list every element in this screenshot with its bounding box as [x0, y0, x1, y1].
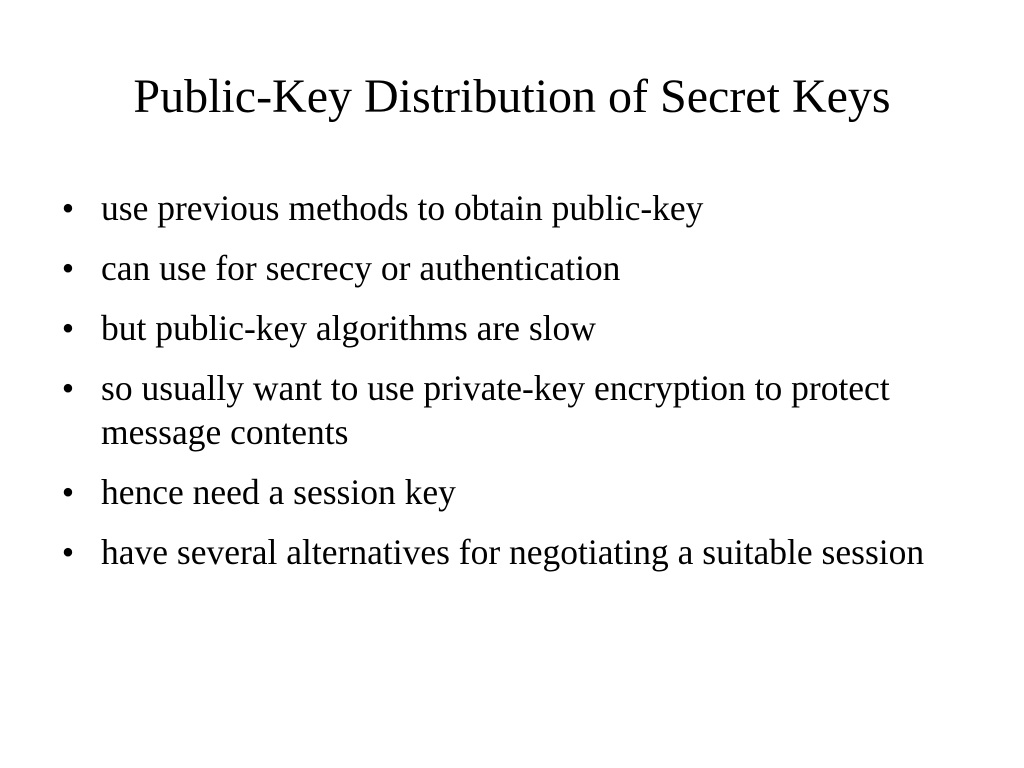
bullet-text: can use for secrecy or authentication: [101, 248, 621, 288]
bullet-text: but public-key algorithms are slow: [101, 308, 596, 348]
bullet-item: [56, 186, 976, 230]
bullet-icon: •: [61, 368, 75, 408]
bullet-item: [56, 470, 976, 514]
bullet-item: [56, 366, 976, 454]
bullet-icon: •: [61, 248, 75, 288]
slide-title: Public-Key Distribution of Secret Keys: [133, 70, 891, 123]
bullet-list: [56, 186, 976, 590]
bullet-item: [56, 246, 976, 290]
bullet-icon: •: [61, 188, 75, 228]
bullet-text: use previous methods to obtain public-key: [101, 188, 704, 228]
bullet-icon: •: [61, 472, 75, 512]
bullet-icon: •: [61, 532, 75, 572]
bullet-item: [56, 530, 976, 574]
bullet-item: [56, 306, 976, 350]
bullet-text: hence need a session key: [101, 472, 456, 512]
bullet-text: have several alternatives for negotiating a suitable session: [101, 532, 925, 572]
bullet-icon: •: [61, 308, 75, 348]
bullet-text: so usually want to use private-key encryption to protect message contents: [101, 368, 890, 452]
